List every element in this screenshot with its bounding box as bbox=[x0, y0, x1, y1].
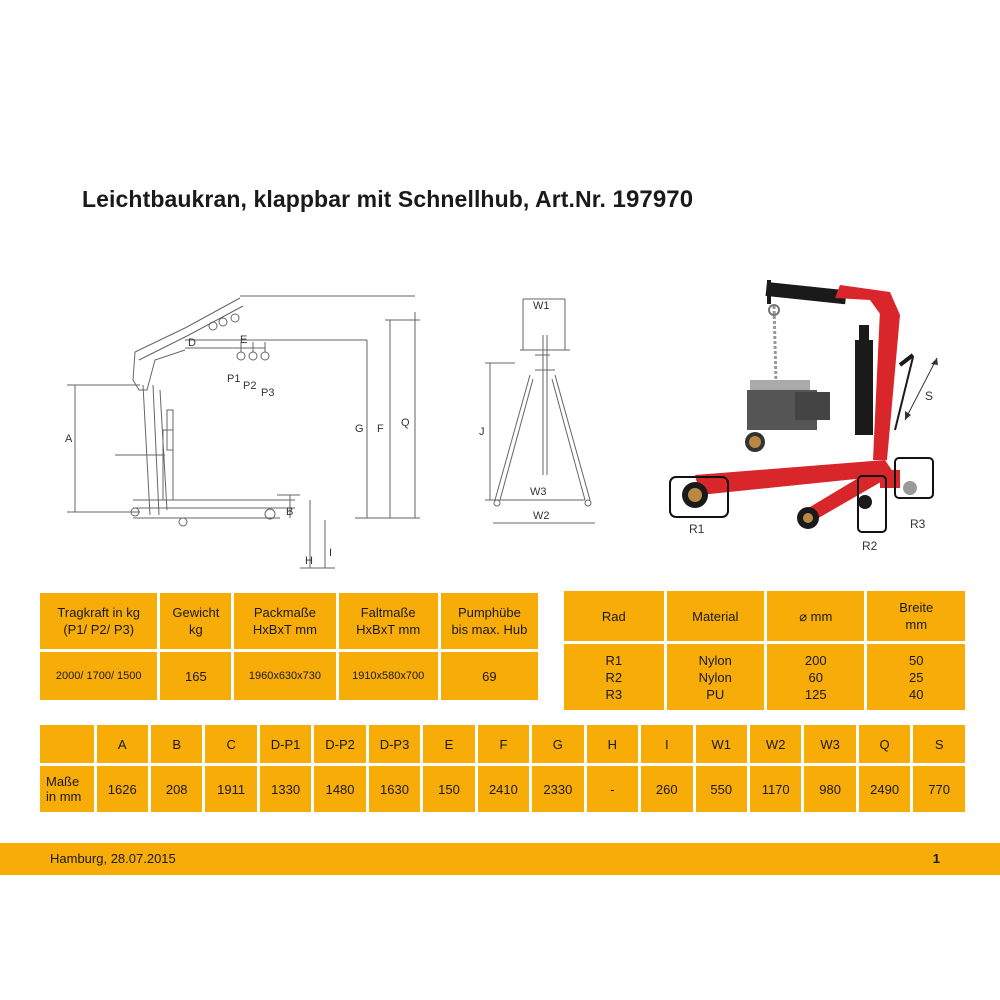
label-G: G bbox=[355, 423, 364, 435]
label-D: D bbox=[188, 337, 196, 349]
specs-value-weight: 165 bbox=[160, 652, 231, 700]
dims-header-a: A bbox=[97, 725, 148, 763]
wheel-col-rad: R1 R2 R3 bbox=[564, 644, 664, 710]
dims-header-i: I bbox=[641, 725, 692, 763]
label-B: B bbox=[286, 506, 294, 518]
specs-value-pump: 69 bbox=[441, 652, 538, 700]
dimensions-table bbox=[37, 722, 968, 815]
specs-header-pump: Pumphübe bis max. Hub bbox=[441, 593, 538, 649]
dims-value-q: 2490 bbox=[859, 766, 910, 812]
specs-value-fold: 1910x580x700 bbox=[339, 652, 438, 700]
dims-value-d-p2: 1480 bbox=[314, 766, 365, 812]
label-R2: R2 bbox=[862, 539, 878, 553]
wheel-header-rad: Rad bbox=[564, 591, 664, 641]
label-W1: W1 bbox=[533, 300, 550, 312]
dims-value-c: 1911 bbox=[205, 766, 256, 812]
dims-header-g: G bbox=[532, 725, 583, 763]
dims-header-w2: W2 bbox=[750, 725, 801, 763]
dims-value-w2: 1170 bbox=[750, 766, 801, 812]
dims-value-b: 208 bbox=[151, 766, 202, 812]
page-number: 1 bbox=[932, 851, 940, 866]
label-A: A bbox=[65, 433, 73, 445]
label-W3: W3 bbox=[530, 486, 547, 498]
specs-header-weight: Gewicht kg bbox=[160, 593, 231, 649]
page-title bbox=[82, 186, 693, 214]
label-J: J bbox=[479, 426, 485, 438]
label-W2: W2 bbox=[533, 510, 550, 522]
dims-header-d-p2: D-P2 bbox=[314, 725, 365, 763]
dims-header-d-p3: D-P3 bbox=[369, 725, 420, 763]
dims-header-c: C bbox=[205, 725, 256, 763]
dims-row-label: Maße in mm bbox=[40, 766, 94, 812]
title-text: Leichtbaukran, klappbar mit Schnellhub, Art.Nr. bbox=[82, 186, 606, 212]
footer-bar bbox=[0, 843, 1000, 875]
dims-header-f: F bbox=[478, 725, 529, 763]
dims-value-f: 2410 bbox=[478, 766, 529, 812]
dims-value-e: 150 bbox=[423, 766, 474, 812]
label-R1: R1 bbox=[689, 522, 705, 536]
dims-header-s: S bbox=[913, 725, 965, 763]
dims-value-a: 1626 bbox=[97, 766, 148, 812]
front-view-drawing bbox=[475, 295, 610, 535]
label-F: F bbox=[377, 423, 384, 435]
dims-header-blank bbox=[40, 725, 94, 763]
label-P3: P3 bbox=[261, 387, 275, 399]
specs-header-pack: Packmaße HxBxT mm bbox=[234, 593, 335, 649]
wheel-table bbox=[561, 588, 968, 713]
label-E: E bbox=[240, 334, 248, 346]
specs-value-capacity: 2000/ 1700/ 1500 bbox=[40, 652, 157, 700]
wheel-col-diameter: 200 60 125 bbox=[767, 644, 864, 710]
specs-header-fold: Faltmaße HxBxT mm bbox=[339, 593, 438, 649]
dims-value-s: 770 bbox=[913, 766, 965, 812]
crane-photo bbox=[655, 270, 955, 560]
dims-value-d-p1: 1330 bbox=[260, 766, 311, 812]
dims-header-d-p1: D-P1 bbox=[260, 725, 311, 763]
dims-value-i: 260 bbox=[641, 766, 692, 812]
label-Q: Q bbox=[401, 417, 410, 429]
specs-value-pack: 1960x630x730 bbox=[234, 652, 335, 700]
side-view-drawing bbox=[55, 290, 425, 575]
wheel-header-material: Material bbox=[667, 591, 764, 641]
dims-header-h: H bbox=[587, 725, 638, 763]
dims-value-g: 2330 bbox=[532, 766, 583, 812]
dims-value-d-p3: 1630 bbox=[369, 766, 420, 812]
wheel-col-width: 50 25 40 bbox=[867, 644, 965, 710]
wheel-header-width: Breite mm bbox=[867, 591, 965, 641]
dims-value-w3: 980 bbox=[804, 766, 855, 812]
label-P2: P2 bbox=[243, 380, 257, 392]
dims-value-w1: 550 bbox=[696, 766, 747, 812]
label-I: I bbox=[329, 547, 333, 559]
dims-header-b: B bbox=[151, 725, 202, 763]
dims-header-q: Q bbox=[859, 725, 910, 763]
label-H: H bbox=[305, 555, 313, 567]
dims-value-h: - bbox=[587, 766, 638, 812]
label-P1: P1 bbox=[227, 373, 241, 385]
dims-header-e: E bbox=[423, 725, 474, 763]
specs-table bbox=[37, 590, 541, 703]
label-S: S bbox=[925, 389, 934, 403]
wheel-header-diameter: ⌀ mm bbox=[767, 591, 864, 641]
label-R3: R3 bbox=[910, 517, 926, 531]
article-number: 197970 bbox=[612, 186, 694, 213]
specs-header-capacity: Tragkraft in kg (P1/ P2/ P3) bbox=[40, 593, 157, 649]
footer-date: Hamburg, 28.07.2015 bbox=[50, 851, 176, 866]
wheel-col-material: Nylon Nylon PU bbox=[667, 644, 764, 710]
dims-header-w1: W1 bbox=[696, 725, 747, 763]
dims-header-w3: W3 bbox=[804, 725, 855, 763]
